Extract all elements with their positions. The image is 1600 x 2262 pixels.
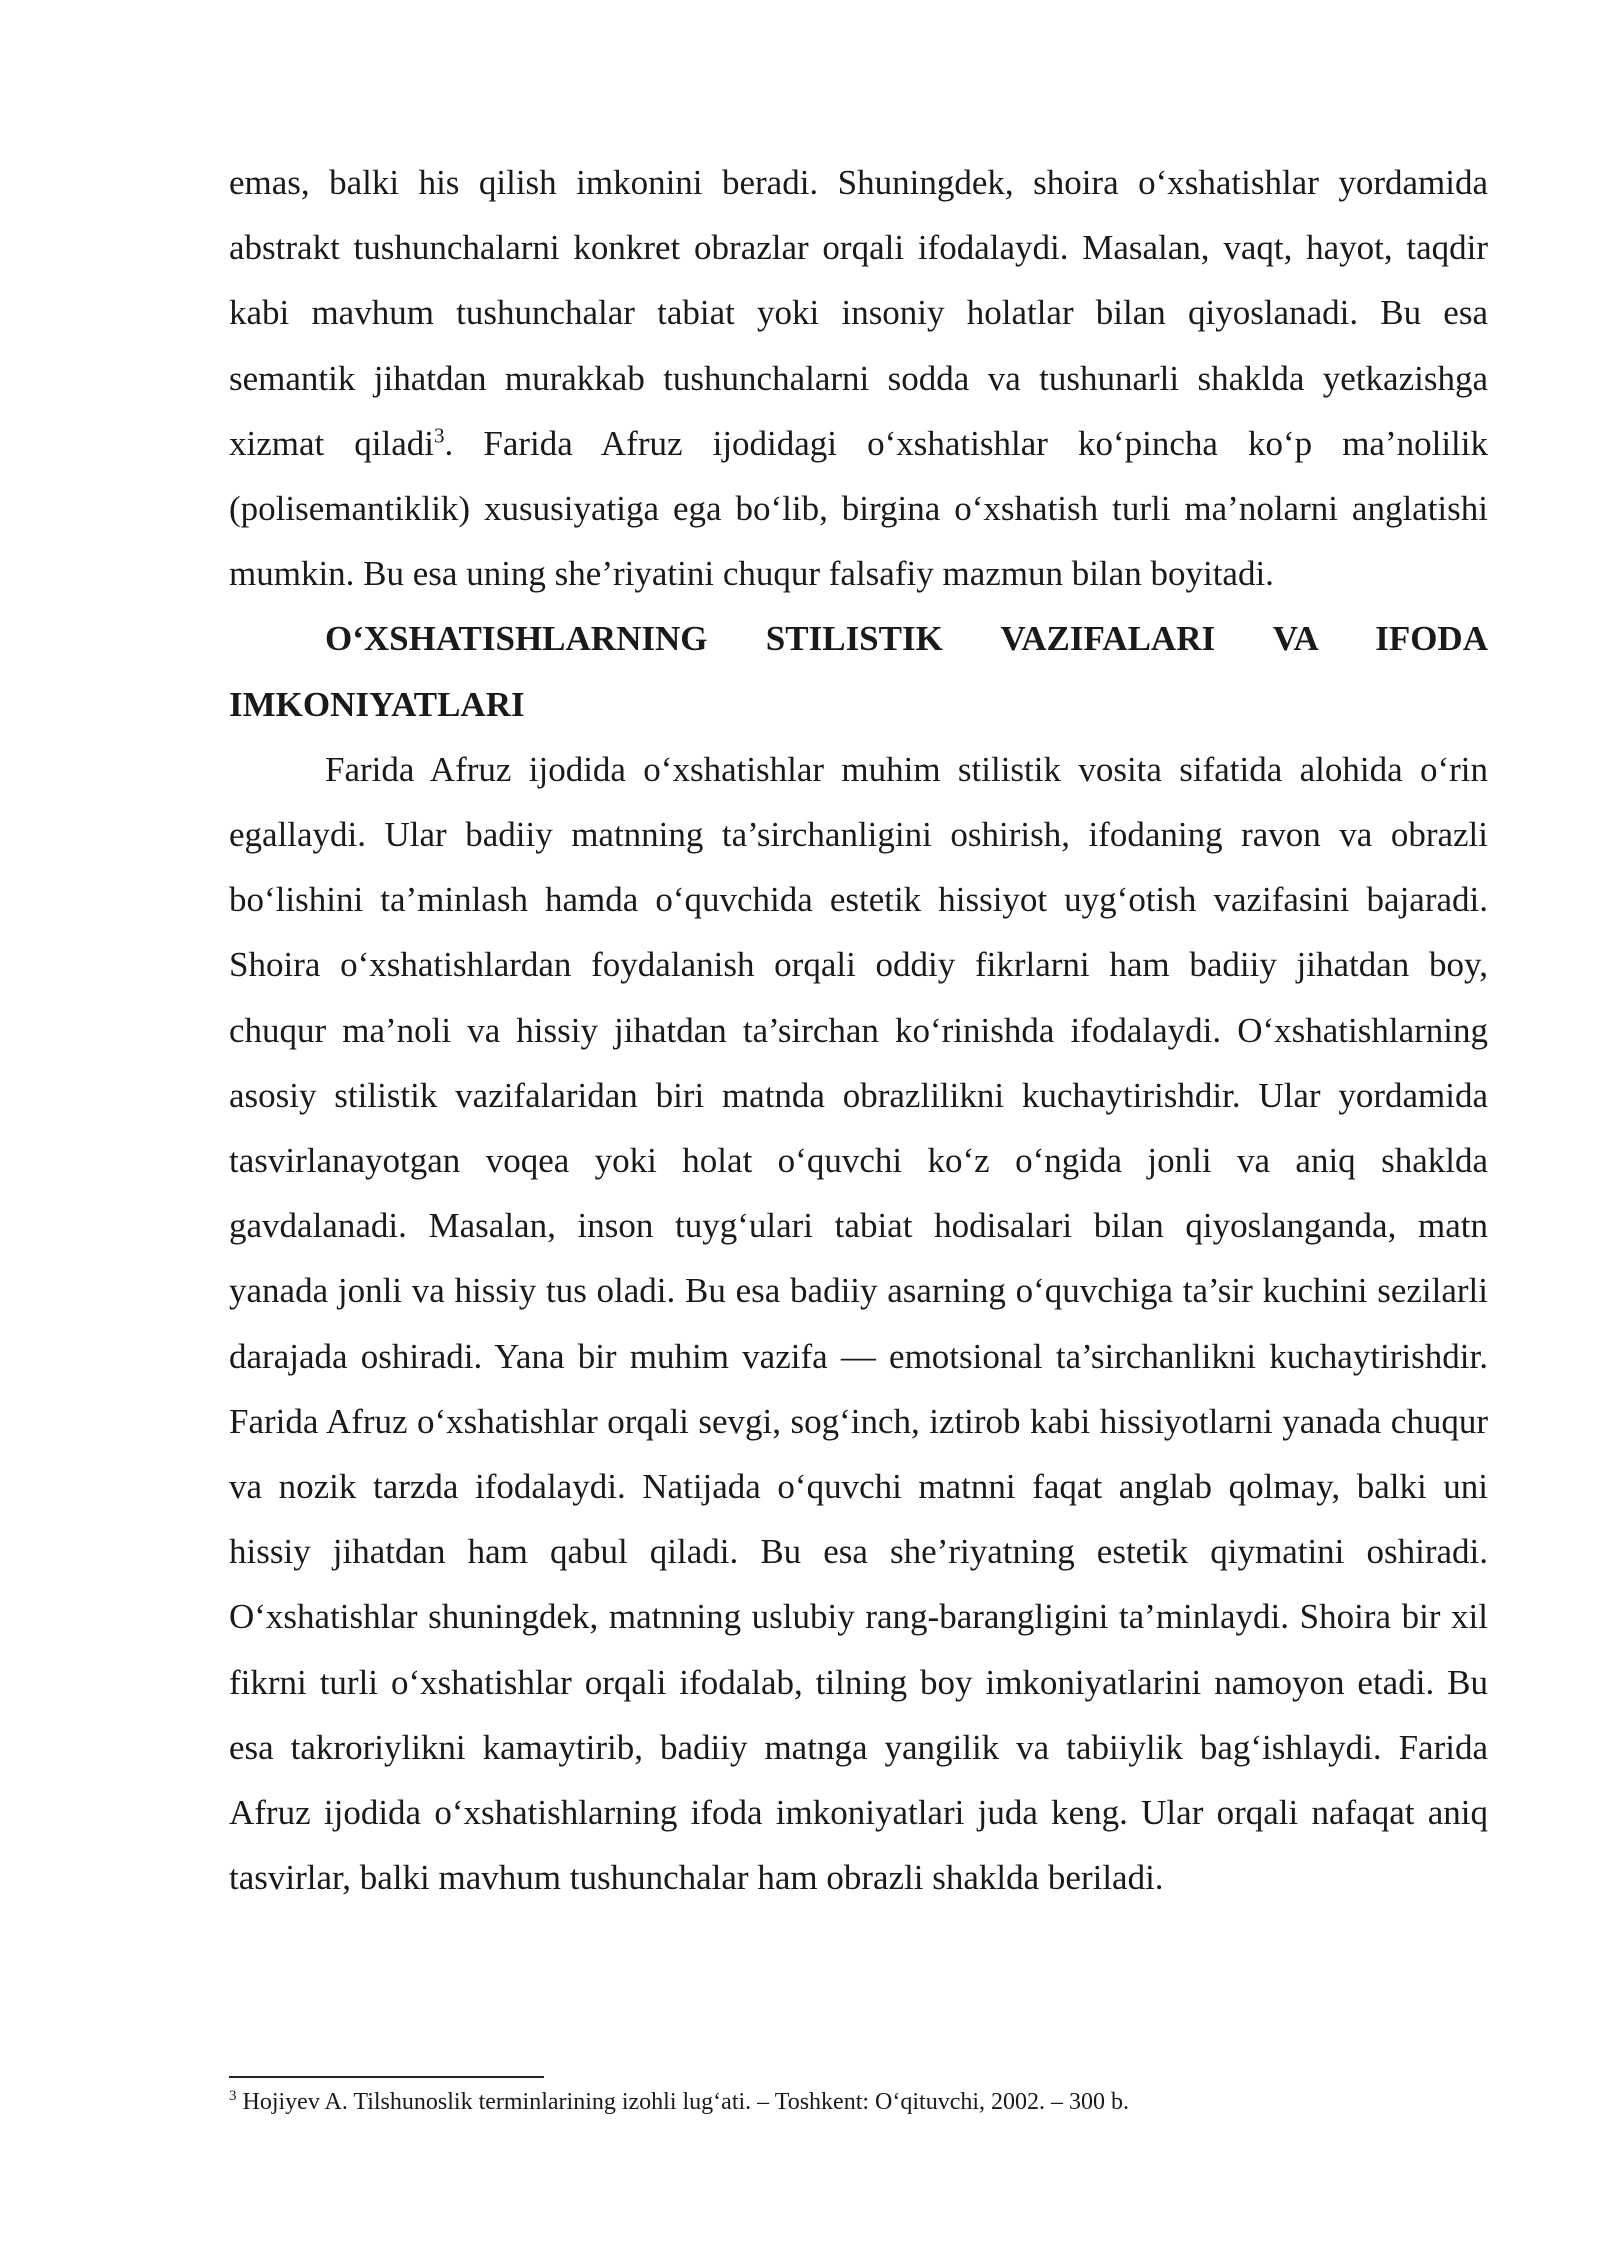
- paragraph-text: . Farida Afruz ijodidagi o‘xshatishlar ko‘pincha ko‘p ma’nolilik (polisemantiklik) xususiyatiga ega bo‘lib, birgina o‘xshatish turli ma’nolarni anglatishi mumkin. Bu esa uning she’riyatini chuqur falsafiy mazmun bilan boyitadi.: [229, 423, 1489, 594]
- paragraph: Farida Afruz ijodida o‘xshatishlar muhim stilistik vosita sifatida alohida o‘rin egallaydi. Ular badiiy matnning ta’sirchanligini oshirish, ifodaning ravon va obrazli bo‘lishini ta’minlash hamda o‘quvchida estetik hissiyot uyg‘otish vazifasini bajaradi. Shoira o‘xshatishlardan foydalanish orqali oddiy fikrlarni ham badiiy jihatdan boy, chuqur ma’noli va hissiy jihatdan ta’sirchan ko‘rinishda ifodalaydi. O‘xshatishlarning asosiy stilistik vazifalaridan biri matnda obrazlilikni kuchaytirishdir. Ular yordamida tasvirlanayotgan voqea yoki holat o‘quvchi ko‘z o‘ngida jonli va aniq shaklda gavdalanadi. Masalan, inson tuyg‘ulari tabiat hodisalari bilan qiyoslanganda, matn yanada jonli va hissiy tus oladi. Bu esa badiiy asarning o‘quvchiga ta’sir kuchini sezilarli darajada oshiradi. Yana bir muhim vazifa — emotsional ta’sirchanlikni kuchaytirishdir. Farida Afruz o‘xshatishlar orqali sevgi, sog‘inch, iztirob kabi hissiyotlarni yanada chuqur va nozik tarzda ifodalaydi. Natijada o‘quvchi matnni faqat anglab qolmay, balki uni hissiy jihatdan ham qabul qiladi. Bu esa she’riyatning estetik qiymatini oshiradi. O‘xshatishlar shuningdek, matnning uslubiy rang-barangligini ta’minlaydi. Shoira bir xil fikrni turli o‘xshatishlar orqali ifodalab, tilning boy imkoniyatlarini namoyon etadi. Bu esa takroriylikni kamaytirib, badiiy matnga yangilik va tabiiylik bag‘ishlaydi. Farida Afruz ijodida o‘xshatishlarning ifoda imkoniyatlari juda keng. Ular orqali nafaqat aniq tasvirlar, balki mavhum tushunchalar ham obrazli shaklda beriladi.: [229, 749, 1488, 1898]
- page-body: [229, 150, 1488, 1910]
- footnote-text: Hojiyev A. Tilshunoslik terminlarining izohli lug‘ati. – Toshkent: O‘qituvchi, 2002. – 300 b.: [236, 2089, 1130, 2115]
- paragraph-text: emas, balki his qilish imkonini beradi. Shuningdek, shoira o‘xshatishlar yordamida abstrakt tushunchalarni konkret obrazlar orqali ifodalaydi. Masalan, vaqt, hayot, taqdir kabi mavhum tushunchalar tabiat yoki insoniy holatlar bilan qiyoslanadi. Bu esa semantik jihatdan murakkab tushunchalarni sodda va tushunarli shaklda yetkazishga xizmat qiladi: [229, 163, 1488, 463]
- footnote: [229, 2087, 1488, 2117]
- footnote-divider: [229, 2076, 544, 2078]
- footnote-number: 3: [229, 2088, 237, 2104]
- footnote-reference[interactable]: 3: [434, 423, 445, 448]
- paragraph-continued: [229, 150, 1488, 606]
- section-heading: O‘XSHATISHLARNING STILISTIK VAZIFALARI VA IFODA IMKONIYATLARI: [229, 619, 1488, 724]
